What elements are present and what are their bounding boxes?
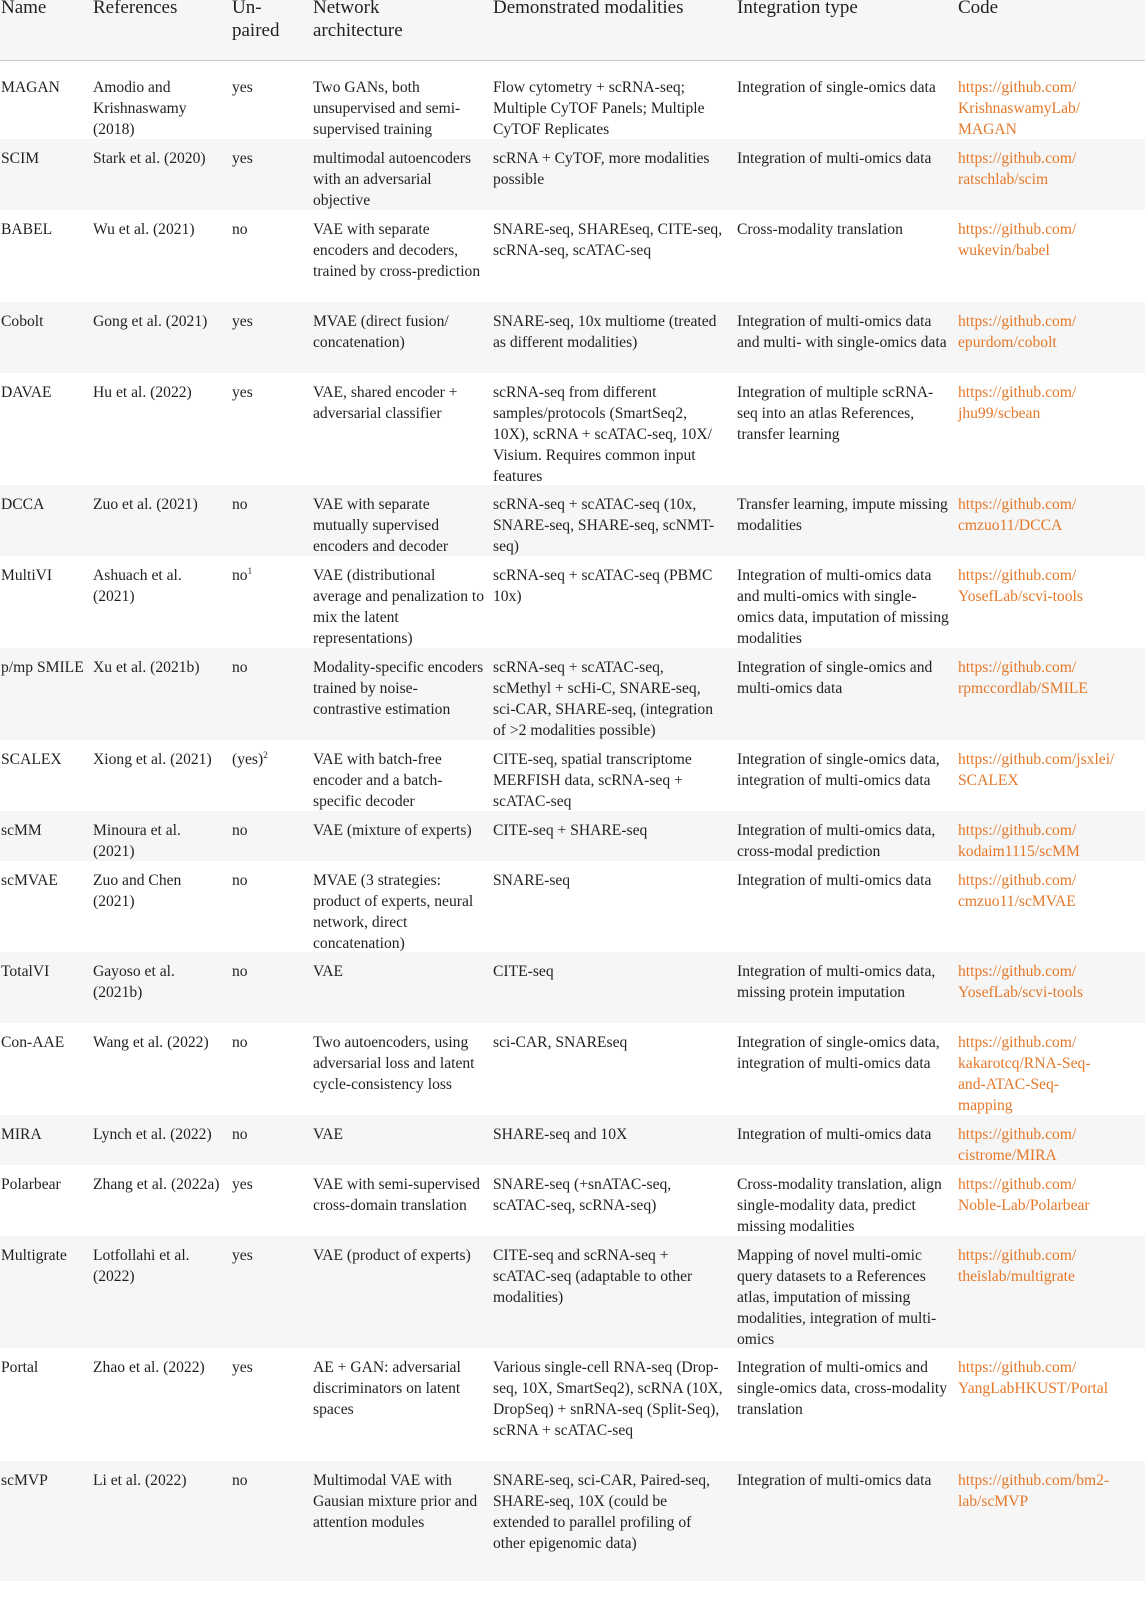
cell-integration: Integration of single-omics data xyxy=(737,79,936,96)
cell-network: Two GANs, both unsupervised and semi-supervised training xyxy=(313,79,461,138)
cell-modalities: SNARE-seq, 10x multiome (treated as different modalities) xyxy=(493,313,717,351)
cell-unpaired: (yes)$^2$ xyxy=(232,750,268,768)
code-link[interactable]: https://github.com/ KrishnaswamyLab/ MAGAN xyxy=(958,79,1081,138)
cell-reference: Lotfollahi et al. (2022) xyxy=(93,1247,190,1285)
table-header xyxy=(0,0,1145,61)
cell-modalities: CITE-seq xyxy=(493,963,554,980)
cell-network: VAE with separate mutually supervised encoders and decoder xyxy=(313,496,449,555)
cell-network: Two autoencoders, using adversarial loss and latent cycle-consistency loss xyxy=(313,1034,475,1093)
code-link[interactable]: https://github.com/ rpmccordlab/SMILE xyxy=(958,659,1088,697)
cell-network: VAE with semi-supervised cross-domain translation xyxy=(313,1176,480,1214)
cell-name: SCALEX xyxy=(1,751,62,768)
table-row xyxy=(0,811,1145,861)
cell-network: MVAE (direct fusion/ concatenation) xyxy=(313,313,449,351)
cell-unpaired: yes xyxy=(232,150,253,167)
cell-unpaired: no xyxy=(232,496,248,513)
cell-integration: Integration of multi-omics data, missing protein imputation xyxy=(737,963,936,1001)
cell-reference: Hu et al. (2022) xyxy=(93,384,192,401)
cell-integration: Integration of multi-omics data xyxy=(737,150,932,167)
cell-reference: Wang et al. (2022) xyxy=(93,1034,209,1051)
cell-integration: Integration of multi-omics data and multi- with single-omics data xyxy=(737,313,947,351)
table-row xyxy=(0,740,1145,811)
cell-integration: Cross-modality translation xyxy=(737,221,903,238)
table-row xyxy=(0,302,1145,373)
code-link[interactable]: https://github.com/ wukevin/babel xyxy=(958,221,1077,259)
cell-name: Polarbear xyxy=(1,1176,61,1193)
cell-modalities: SNARE-seq, SHAREseq, CITE-seq, scRNA-seq, scATAC-seq xyxy=(493,221,723,259)
code-link[interactable]: https://github.com/ YangLabHKUST/Portal xyxy=(958,1359,1109,1397)
cell-network: VAE xyxy=(313,963,344,980)
cell-reference: Minoura et al. (2021) xyxy=(93,822,181,860)
cell-unpaired: no xyxy=(232,1472,248,1489)
cell-modalities: SHARE-seq and 10X xyxy=(493,1126,628,1143)
header-name: Name xyxy=(1,0,47,18)
cell-integration: Integration of single-omics data, integration of multi-omics data xyxy=(737,751,940,789)
cell-name: TotalVI xyxy=(1,963,50,980)
header-unpaired-line1: Un- xyxy=(232,0,262,18)
cell-name: Multigrate xyxy=(1,1247,67,1264)
cell-integration: Integration of multi-omics data and multi-omics with single-omics data, imputation of missing modalities xyxy=(737,567,949,647)
cell-name: scMVP xyxy=(1,1472,48,1489)
cell-modalities: scRNA-seq + scATAC-seq, scMethyl + scHi-C, SNARE-seq, sci-CAR, SHARE-seq, (integration of >2 modalities possible) xyxy=(493,659,714,739)
cell-unpaired: yes xyxy=(232,79,253,96)
code-link[interactable]: https://github.com/jsxlei/ SCALEX xyxy=(958,751,1115,789)
table-row xyxy=(0,1461,1145,1581)
cell-name: DCCA xyxy=(1,496,45,513)
cell-unpaired: no xyxy=(232,1034,248,1051)
cell-network: VAE with batch-free encoder and a batch-specific decoder xyxy=(313,751,443,810)
footnote-marker: 1 xyxy=(247,566,253,576)
cell-name: DAVAE xyxy=(1,384,52,401)
cell-integration: Integration of multi-omics data xyxy=(737,1472,932,1489)
table-row xyxy=(0,1115,1145,1165)
cell-integration: Integration of multi-omics and single-omics data, cross-modality translation xyxy=(737,1359,948,1418)
cell-integration: Integration of single-omics and multi-omics data xyxy=(737,659,933,697)
code-link[interactable]: https://github.com/bm2- lab/scMVP xyxy=(958,1472,1110,1510)
cell-modalities: SNARE-seq (+snATAC-seq, scATAC-seq, scRNA-seq) xyxy=(493,1176,672,1214)
header-code: Code xyxy=(958,0,999,18)
cell-unpaired: yes xyxy=(232,313,253,330)
cell-reference: Zuo et al. (2021) xyxy=(93,496,198,513)
cell-modalities: scRNA + CyTOF, more modalities possible xyxy=(493,150,710,188)
cell-reference: Amodio and Krishnaswamy (2018) xyxy=(93,79,187,138)
table-row xyxy=(0,1348,1145,1461)
cell-name: SCIM xyxy=(1,150,40,167)
cell-integration: Integration of multi-omics data, cross-modal prediction xyxy=(737,822,936,860)
table-row xyxy=(0,1165,1145,1236)
code-link[interactable]: https://github.com/ YosefLab/scvi-tools xyxy=(958,963,1083,1001)
table-row xyxy=(0,952,1145,1023)
cell-integration: Transfer learning, impute missing modalities xyxy=(737,496,948,534)
code-link[interactable]: https://github.com/ kakarotcq/RNA-Seq- and-ATAC-Seq- mapping xyxy=(958,1034,1091,1114)
cell-modalities: Flow cytometry + scRNA-seq; Multiple CyTOF Panels; Multiple CyTOF Replicates xyxy=(493,79,705,138)
cell-reference: Gayoso et al. (2021b) xyxy=(93,963,175,1001)
cell-network: Multimodal VAE with Gausian mixture prior and attention modules xyxy=(313,1472,478,1531)
cell-network: VAE xyxy=(313,1126,344,1143)
header-unpaired xyxy=(232,0,279,42)
code-link[interactable]: https://github.com/ Noble-Lab/Polarbear xyxy=(958,1176,1090,1214)
cell-modalities: SNARE-seq, sci-CAR, Paired-seq, SHARE-seq, 10X (could be extended to parallel profiling of other epigenomic data) xyxy=(493,1472,710,1552)
cell-modalities: scRNA-seq + scATAC-seq (10x, SNARE-seq, SHARE-seq, scNMT-seq) xyxy=(493,496,715,555)
cell-reference: Gong et al. (2021) xyxy=(93,313,208,330)
cell-modalities: Various single-cell RNA-seq (Drop-seq, 10X, SmartSeq2), scRNA (10X, DropSeq) + snRNA-seq (Split-Seq), scRNA + scATAC-seq xyxy=(493,1359,723,1439)
cell-unpaired: yes xyxy=(232,1176,253,1193)
cell-reference: Zhang et al. (2022a) xyxy=(93,1176,220,1193)
cell-modalities: CITE-seq, spatial transcriptome MERFISH data, scRNA-seq + scATAC-seq xyxy=(493,751,692,810)
cell-name: MultiVI xyxy=(1,567,53,584)
table-row xyxy=(0,556,1145,648)
cell-unpaired: $no^1$ xyxy=(232,566,253,584)
cell-integration: Integration of multi-omics data xyxy=(737,1126,932,1143)
table-row xyxy=(0,139,1145,210)
table-row xyxy=(0,210,1145,302)
table-row xyxy=(0,648,1145,740)
cell-unpaired: no xyxy=(232,822,248,839)
code-link[interactable]: https://github.com/ epurdom/cobolt xyxy=(958,313,1077,351)
table-row xyxy=(0,68,1145,139)
cell-unpaired: yes xyxy=(232,1247,253,1264)
cell-network: VAE, shared encoder + adversarial classifier xyxy=(313,384,458,422)
cell-reference: Zuo and Chen (2021) xyxy=(93,872,182,910)
cell-name: scMVAE xyxy=(1,872,58,889)
cell-name: scMM xyxy=(1,822,42,839)
table-row xyxy=(0,1023,1145,1115)
cell-name: Cobolt xyxy=(1,313,44,330)
footnote-marker: 2 xyxy=(263,750,268,760)
cell-reference: Lynch et al. (2022) xyxy=(93,1126,212,1143)
cell-unpaired: no xyxy=(232,659,248,676)
cell-network: MVAE (3 strategies: product of experts, neural network, direct concatenation) xyxy=(313,872,474,952)
cell-network: AE + GAN: adversarial discriminators on latent spaces xyxy=(313,1359,461,1418)
cell-integration: Integration of multiple scRNA-seq into an atlas References, transfer learning xyxy=(737,384,934,443)
code-link[interactable]: https://github.com/ cmzuo11/scMVAE xyxy=(958,872,1077,910)
code-link[interactable]: https://github.com/ cmzuo11/DCCA xyxy=(958,496,1077,534)
cell-reference: Zhao et al. (2022) xyxy=(93,1359,205,1376)
cell-unpaired: no xyxy=(232,872,248,889)
header-network-line1: Network xyxy=(313,0,380,18)
header-references: References xyxy=(93,0,178,18)
header-network xyxy=(313,0,403,42)
header-unpaired-line2: paired xyxy=(232,20,280,41)
cell-unpaired: no xyxy=(232,221,248,238)
code-link[interactable]: https://github.com/ YosefLab/scvi-tools xyxy=(958,567,1083,605)
code-link[interactable]: https://github.com/ ratschlab/scim xyxy=(958,150,1077,188)
cell-network: VAE (product of experts) xyxy=(313,1247,471,1264)
cell-integration: Integration of multi-omics data xyxy=(737,872,932,889)
code-link[interactable]: https://github.com/ cistrome/MIRA xyxy=(958,1126,1077,1164)
cell-modalities: SNARE-seq xyxy=(493,872,571,889)
cell-name: Portal xyxy=(1,1359,39,1376)
cell-modalities: scRNA-seq + scATAC-seq (PBMC 10x) xyxy=(493,567,713,605)
table-row xyxy=(0,1236,1145,1348)
table-row xyxy=(0,485,1145,556)
cell-integration: Mapping of novel multi-omic query datasets to a References atlas, imputation of missing modalities, integration of multi-omics xyxy=(737,1247,937,1348)
cell-network: VAE (distributional average and penalization to mix the latent representations) xyxy=(313,567,485,647)
cell-name: BABEL xyxy=(1,221,53,238)
code-link[interactable]: https://github.com/ theislab/multigrate xyxy=(958,1247,1077,1285)
cell-unpaired: yes xyxy=(232,1359,253,1376)
cell-name: p/mp SMILE xyxy=(1,659,84,676)
cell-network: VAE (mixture of experts) xyxy=(313,822,472,839)
cell-unpaired: no xyxy=(232,963,248,980)
cell-modalities: CITE-seq + SHARE-seq xyxy=(493,822,648,839)
cell-reference: Wu et al. (2021) xyxy=(93,221,195,238)
cell-reference: Li et al. (2022) xyxy=(93,1472,187,1489)
cell-reference: Xu et al. (2021b) xyxy=(93,659,200,676)
cell-modalities: scRNA-seq from different samples/protocols (SmartSeq2, 10X), scRNA + scATAC-seq, 10X/ Visium. Requires common input features xyxy=(493,384,712,485)
header-network-line2: architecture xyxy=(313,20,403,41)
cell-network: Modality-specific encoders trained by noise-contrastive estimation xyxy=(313,659,484,718)
cell-integration: Integration of single-omics data, integration of multi-omics data xyxy=(737,1034,940,1072)
table-row xyxy=(0,861,1145,952)
cell-modalities: CITE-seq and scRNA-seq + scATAC-seq (adaptable to other modalities) xyxy=(493,1247,693,1306)
cell-network: multimodal autoencoders with an adversarial objective xyxy=(313,150,472,209)
cell-name: MAGAN xyxy=(1,79,60,96)
cell-unpaired: no xyxy=(232,1126,248,1143)
code-link[interactable]: https://github.com/ jhu99/scbean xyxy=(958,384,1077,422)
cell-network: VAE with separate encoders and decoders, trained by cross-prediction xyxy=(313,221,481,280)
cell-reference: Xiong et al. (2021) xyxy=(93,751,212,768)
code-link[interactable]: https://github.com/ kodaim1115/scMM xyxy=(958,822,1080,860)
cell-modalities: sci-CAR, SNAREseq xyxy=(493,1034,628,1051)
header-integration: Integration type xyxy=(737,0,858,18)
cell-name: Con-AAE xyxy=(1,1034,65,1051)
cell-reference: Stark et al. (2020) xyxy=(93,150,206,167)
cell-reference: Ashuach et al. (2021) xyxy=(93,567,182,605)
header-modalities: Demonstrated modalities xyxy=(493,0,684,18)
cell-integration: Cross-modality translation, align single-modality data, predict missing modalities xyxy=(737,1176,942,1235)
table-row xyxy=(0,373,1145,485)
cell-unpaired: yes xyxy=(232,384,253,401)
cell-name: MIRA xyxy=(1,1126,42,1143)
